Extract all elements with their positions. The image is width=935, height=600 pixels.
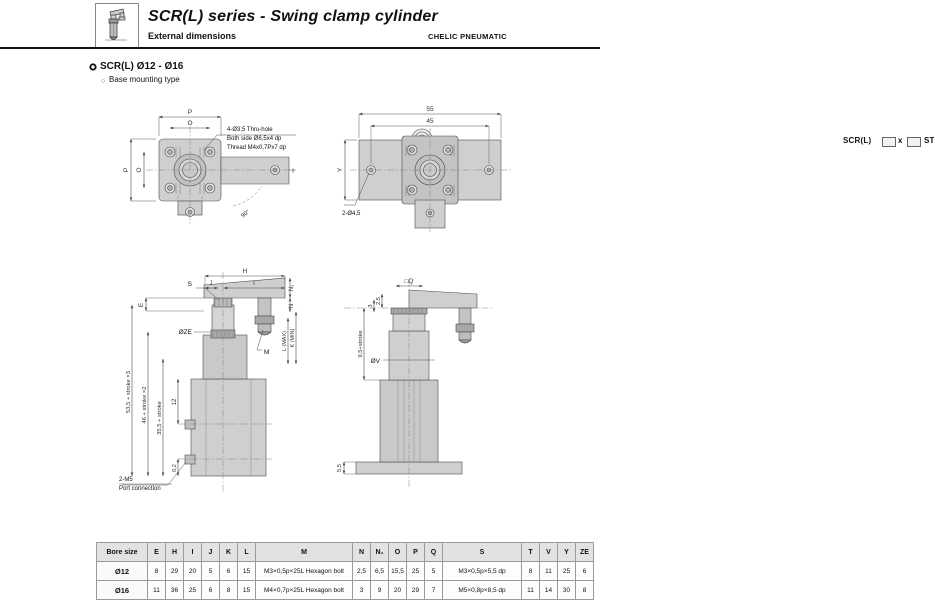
cell-m: M4×0,7p×25L Hexagon bolt bbox=[256, 581, 353, 600]
dim-e: E bbox=[138, 302, 145, 308]
cell-l: 15 bbox=[238, 581, 256, 600]
cell-o: 15,5 bbox=[389, 562, 407, 581]
side-view bbox=[337, 278, 492, 488]
dim-j: J bbox=[209, 281, 213, 287]
cell-p: 29 bbox=[407, 581, 425, 600]
cell-j: 5 bbox=[202, 562, 220, 581]
cell-k: 8 bbox=[220, 581, 238, 600]
order-code-field-1[interactable] bbox=[882, 137, 896, 147]
dim-95-stroke: 9,5+stroke bbox=[358, 330, 364, 358]
order-code-suffix: ST bbox=[924, 136, 935, 145]
dim-ze: ØZE bbox=[178, 329, 192, 336]
note-thru-hole: 4-Ø3,5 Thru-hole bbox=[227, 127, 273, 133]
cell-h: 29 bbox=[166, 562, 184, 581]
dim-s: S bbox=[187, 281, 192, 288]
dim-h: H bbox=[242, 268, 248, 275]
table-header-row bbox=[97, 543, 594, 562]
cell-t: 11 bbox=[522, 581, 540, 600]
col-bore-size: Bore size bbox=[97, 543, 148, 562]
dim-o-left: O bbox=[136, 167, 143, 173]
cell-y: 25 bbox=[558, 562, 576, 581]
col-s: S bbox=[443, 543, 522, 562]
dim-n1: N₁ bbox=[289, 284, 295, 292]
col-n1: N₁ bbox=[371, 543, 389, 562]
cell-q: 7 bbox=[425, 581, 443, 600]
col-h: H bbox=[166, 543, 184, 562]
col-ze: ZE bbox=[576, 543, 594, 562]
page-subtitle: External dimensions bbox=[148, 31, 237, 41]
cell-y: 30 bbox=[558, 581, 576, 600]
cell-h: 36 bbox=[166, 581, 184, 600]
cell-n: 2,5 bbox=[353, 562, 371, 581]
order-code-label: SCR(L) bbox=[843, 136, 872, 145]
col-k: K bbox=[220, 543, 238, 562]
cell-s: M3×0,5p×5,5 dp bbox=[443, 562, 522, 581]
dim-o-top: O bbox=[187, 120, 193, 127]
dim-p-top: P bbox=[187, 109, 193, 116]
order-code-separator: x bbox=[898, 136, 903, 145]
dim-k-min: K (MIN) bbox=[290, 328, 296, 348]
col-e: E bbox=[148, 543, 166, 562]
cell-k: 6 bbox=[220, 562, 238, 581]
col-m: M bbox=[256, 543, 353, 562]
dim-n: N bbox=[289, 303, 295, 309]
cell-q: 5 bbox=[425, 562, 443, 581]
col-t: T bbox=[522, 543, 540, 562]
col-i: I bbox=[184, 543, 202, 562]
brand-name: CHELIC PNEUMATIC bbox=[428, 32, 507, 41]
subsection-title: Base mounting type bbox=[109, 75, 180, 84]
cell-v: 14 bbox=[540, 581, 558, 600]
dim-55-side: 5,5 bbox=[337, 463, 343, 473]
dim-3: 3 bbox=[368, 304, 374, 308]
cell-i: 25 bbox=[184, 581, 202, 600]
cell-v: 11 bbox=[540, 562, 558, 581]
cell-e: 11 bbox=[148, 581, 166, 600]
cell-o: 20 bbox=[389, 581, 407, 600]
section-title: SCR(L) Ø12 - Ø16 bbox=[100, 61, 184, 72]
dim-02: 0,2 bbox=[172, 464, 178, 472]
col-q: Q bbox=[425, 543, 443, 562]
cell-bore: Ø16 bbox=[97, 581, 148, 600]
dim-v: ØV bbox=[370, 358, 380, 365]
dim-m: M bbox=[264, 349, 270, 356]
note-thread: Thread M4x0,7Px7 dp bbox=[227, 145, 287, 151]
dim-l-max: L (MAX) bbox=[282, 331, 288, 351]
dim-q: □Q bbox=[404, 278, 414, 285]
page-title: SCR(L) series - Swing clamp cylinder bbox=[148, 8, 438, 25]
note-2-m5: 2-M5 bbox=[119, 477, 133, 483]
col-l: L bbox=[238, 543, 256, 562]
front-view bbox=[119, 268, 296, 492]
dim-45: 45 bbox=[426, 118, 434, 125]
col-v: V bbox=[540, 543, 558, 562]
dim-stroke1: 35,5 + stroke bbox=[157, 401, 163, 435]
dim-angle-90: 90° bbox=[240, 209, 252, 220]
note-both-side: Both side Ø6,5x4 dp bbox=[227, 136, 282, 142]
note-2-dia45: 2-Ø4,5 bbox=[342, 211, 361, 217]
cell-m: M3×0,5p×25L Hexagon bolt bbox=[256, 562, 353, 581]
cell-j: 6 bbox=[202, 581, 220, 600]
cell-n1: 6,5 bbox=[371, 562, 389, 581]
dim-i-right: I bbox=[292, 168, 294, 175]
cell-e: 8 bbox=[148, 562, 166, 581]
cell-l: 15 bbox=[238, 562, 256, 581]
subsection-bullet-icon: ○ bbox=[101, 78, 106, 85]
top-view-right bbox=[337, 106, 512, 232]
col-o: O bbox=[389, 543, 407, 562]
dim-i: I bbox=[253, 281, 255, 287]
table-row bbox=[97, 581, 594, 600]
order-code-field-2[interactable] bbox=[907, 137, 921, 147]
cell-t: 8 bbox=[522, 562, 540, 581]
dimension-table bbox=[96, 542, 594, 600]
dim-stroke3: 53,5 + stroke ×3 bbox=[126, 371, 132, 413]
cell-ze: 8 bbox=[576, 581, 594, 600]
cell-n: 3 bbox=[353, 581, 371, 600]
top-view-left bbox=[123, 109, 296, 226]
dim-p-left: P bbox=[123, 167, 130, 173]
cell-s: M5×0,8p×8,5 dp bbox=[443, 581, 522, 600]
cell-i: 20 bbox=[184, 562, 202, 581]
col-j: J bbox=[202, 543, 220, 562]
cell-p: 25 bbox=[407, 562, 425, 581]
table-row bbox=[97, 562, 594, 581]
cell-ze: 6 bbox=[576, 562, 594, 581]
note-port-connection: Port connection bbox=[119, 486, 161, 492]
col-y: Y bbox=[558, 543, 576, 562]
col-n: N bbox=[353, 543, 371, 562]
dim-stroke2: 46 + stroke ×2 bbox=[142, 386, 148, 424]
dim-12: 12 bbox=[172, 398, 178, 406]
dim-25: 2.5 bbox=[376, 296, 382, 306]
dim-y: Y bbox=[337, 167, 344, 173]
cell-n1: 9 bbox=[371, 581, 389, 600]
cell-bore: Ø12 bbox=[97, 562, 148, 581]
col-p: P bbox=[407, 543, 425, 562]
dim-55: 55 bbox=[426, 106, 434, 113]
